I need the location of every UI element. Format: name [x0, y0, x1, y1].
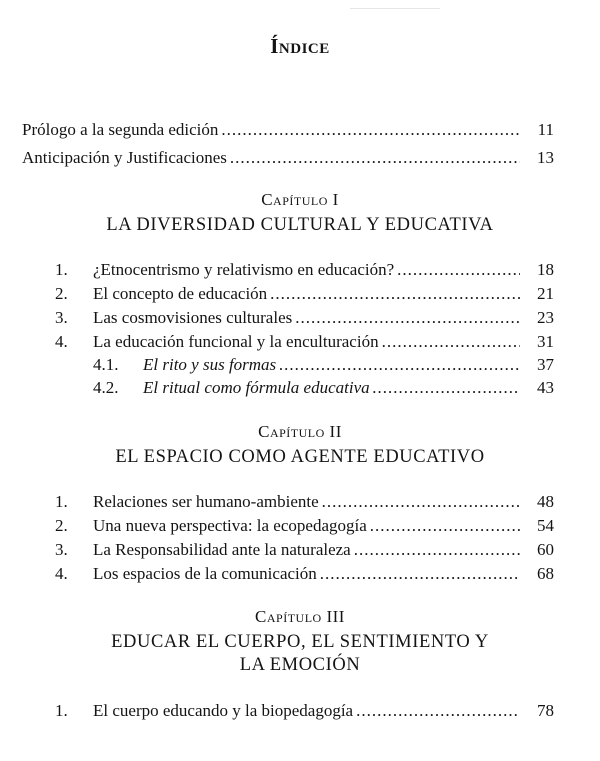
entry-number: 1. — [55, 260, 68, 279]
leader-dots — [354, 538, 520, 562]
entry-text: El concepto de educación — [93, 284, 268, 303]
leader-dots — [370, 514, 520, 538]
entry-number: 4.1. — [93, 355, 119, 374]
entry-text: La educación funcional y la enculturación — [93, 332, 379, 351]
entry-text: La Responsabilidad ante la naturaleza — [93, 540, 351, 559]
entry-text: ¿Etnocentrismo y relativismo en educación? — [93, 260, 395, 279]
entry-page: 31 — [537, 332, 554, 351]
leader-dots — [322, 490, 520, 514]
toc-entry[interactable] — [0, 258, 600, 282]
entry-page: 23 — [537, 308, 554, 327]
entry-number: 4. — [55, 332, 68, 351]
toc-entry[interactable] — [0, 330, 600, 354]
toc-entry[interactable] — [0, 514, 600, 538]
entry-number: 2. — [55, 284, 68, 303]
chapter-title: LA DIVERSIDAD CULTURAL Y EDUCATIVA — [106, 215, 494, 235]
leader-dots — [279, 353, 520, 377]
entry-number: 4. — [55, 564, 68, 583]
leader-dots — [356, 699, 520, 723]
entry-number: 3. — [55, 540, 68, 559]
entry-page: 60 — [537, 540, 554, 559]
leader-dots — [295, 306, 520, 330]
toc-entry[interactable] — [0, 538, 600, 562]
entry-number: 2. — [55, 516, 68, 535]
entry-text: Prólogo a la segunda edición — [22, 120, 219, 139]
entry-text: El cuerpo educando y la biopedagogía — [93, 701, 354, 720]
toc-entry[interactable] — [0, 306, 600, 330]
entry-number: 4.2. — [93, 378, 119, 397]
toc-entry[interactable] — [0, 699, 600, 723]
entry-page: 43 — [537, 378, 554, 397]
entry-text: Las cosmovisiones culturales — [93, 308, 293, 327]
entry-page: 48 — [537, 492, 554, 511]
toc-entry[interactable] — [0, 282, 600, 306]
toc-subentry[interactable] — [0, 353, 600, 377]
toc-entry-anticipacion[interactable] — [0, 146, 600, 170]
leader-dots — [221, 118, 520, 142]
entry-text: Los espacios de la comunicación — [93, 564, 317, 583]
entry-page: 78 — [537, 701, 554, 720]
chapter-title-continued: LA EMOCIÓN — [239, 655, 361, 675]
leader-dots — [382, 330, 520, 354]
toc-entry-prologo[interactable] — [0, 118, 600, 142]
leader-dots — [270, 282, 520, 306]
entry-page: 54 — [537, 516, 554, 535]
entry-page: 18 — [537, 260, 554, 279]
scan-mark — [350, 8, 440, 9]
page-title: Índice — [270, 34, 330, 58]
entry-number: 1. — [55, 492, 68, 511]
entry-text: Una nueva perspectiva: la ecopedagogía — [93, 516, 367, 535]
leader-dots — [397, 258, 520, 282]
entry-text: El ritual como fórmula educativa — [143, 378, 370, 397]
entry-page: 13 — [537, 148, 554, 167]
leader-dots — [230, 146, 520, 170]
toc-entry[interactable] — [0, 490, 600, 514]
entry-number: 3. — [55, 308, 68, 327]
entry-text: Anticipación y Justificaciones — [22, 148, 227, 167]
entry-text: Relaciones ser humano-ambiente — [93, 492, 319, 511]
toc-subentry[interactable] — [0, 376, 600, 400]
chapter-label: Capítulo I — [261, 190, 339, 209]
entry-page: 11 — [537, 120, 554, 139]
entry-text: El rito y sus formas — [143, 355, 277, 374]
entry-page: 21 — [537, 284, 554, 303]
entry-page: 37 — [537, 355, 554, 374]
entry-page: 68 — [537, 564, 554, 583]
chapter-title: EL ESPACIO COMO AGENTE EDUCATIVO — [115, 447, 485, 467]
leader-dots — [320, 562, 520, 586]
toc-entry[interactable] — [0, 562, 600, 586]
chapter-label: Capítulo II — [258, 422, 342, 441]
entry-number: 1. — [55, 701, 68, 720]
chapter-title: EDUCAR EL CUERPO, EL SENTIMIENTO Y — [111, 632, 489, 652]
leader-dots — [373, 376, 520, 400]
chapter-label: Capítulo III — [255, 607, 345, 626]
